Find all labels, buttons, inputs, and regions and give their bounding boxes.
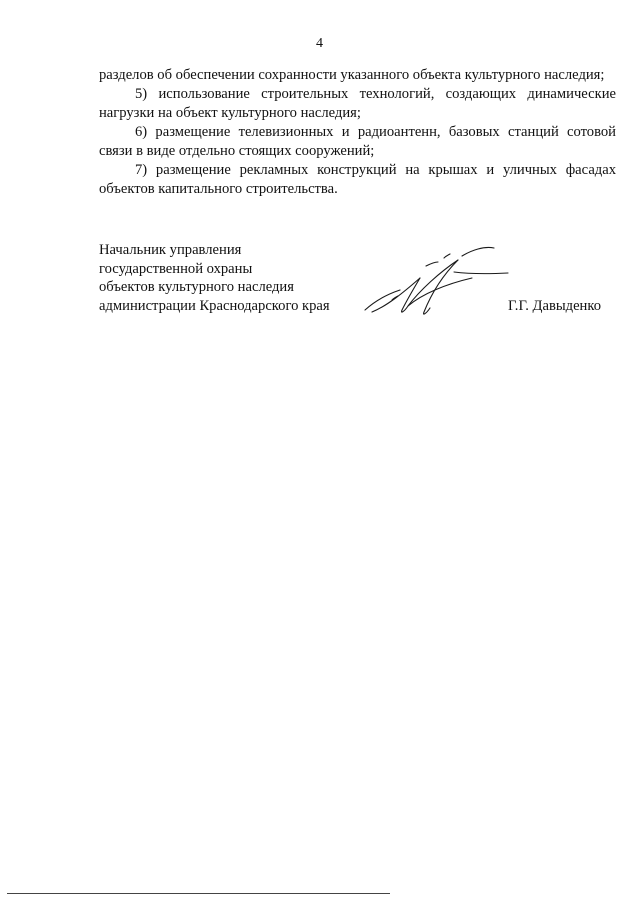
paragraph: разделов об обеспечении сохранности указанного объекта культурного наследия; <box>99 67 605 83</box>
position-line: объектов культурного наследия <box>99 279 294 295</box>
signatory-position <box>99 241 330 315</box>
position-line: Начальник управления <box>99 242 242 258</box>
footer-divider <box>7 893 390 894</box>
handwritten-signature <box>362 240 512 322</box>
signature-strokes <box>365 247 508 314</box>
paragraph: 7) размещение рекламных конструкций на крышах и уличных фасадах объектов капитального строительства. <box>99 162 616 197</box>
position-line: государственной охраны <box>99 260 253 277</box>
paragraph: 6) размещение телевизионных и радиоантенн, базовых станций сотовой связи в виде отдельно стоящих сооружений; <box>99 124 616 159</box>
paragraph: 5) использование строительных технологий, создающих динамические нагрузки на объект культурного наследия; <box>99 86 616 121</box>
position-line: администрации Краснодарского края <box>99 297 330 314</box>
signer-name: Г.Г. Давыденко <box>508 298 602 314</box>
body-text <box>99 66 616 199</box>
page-number: 4 <box>316 36 323 51</box>
